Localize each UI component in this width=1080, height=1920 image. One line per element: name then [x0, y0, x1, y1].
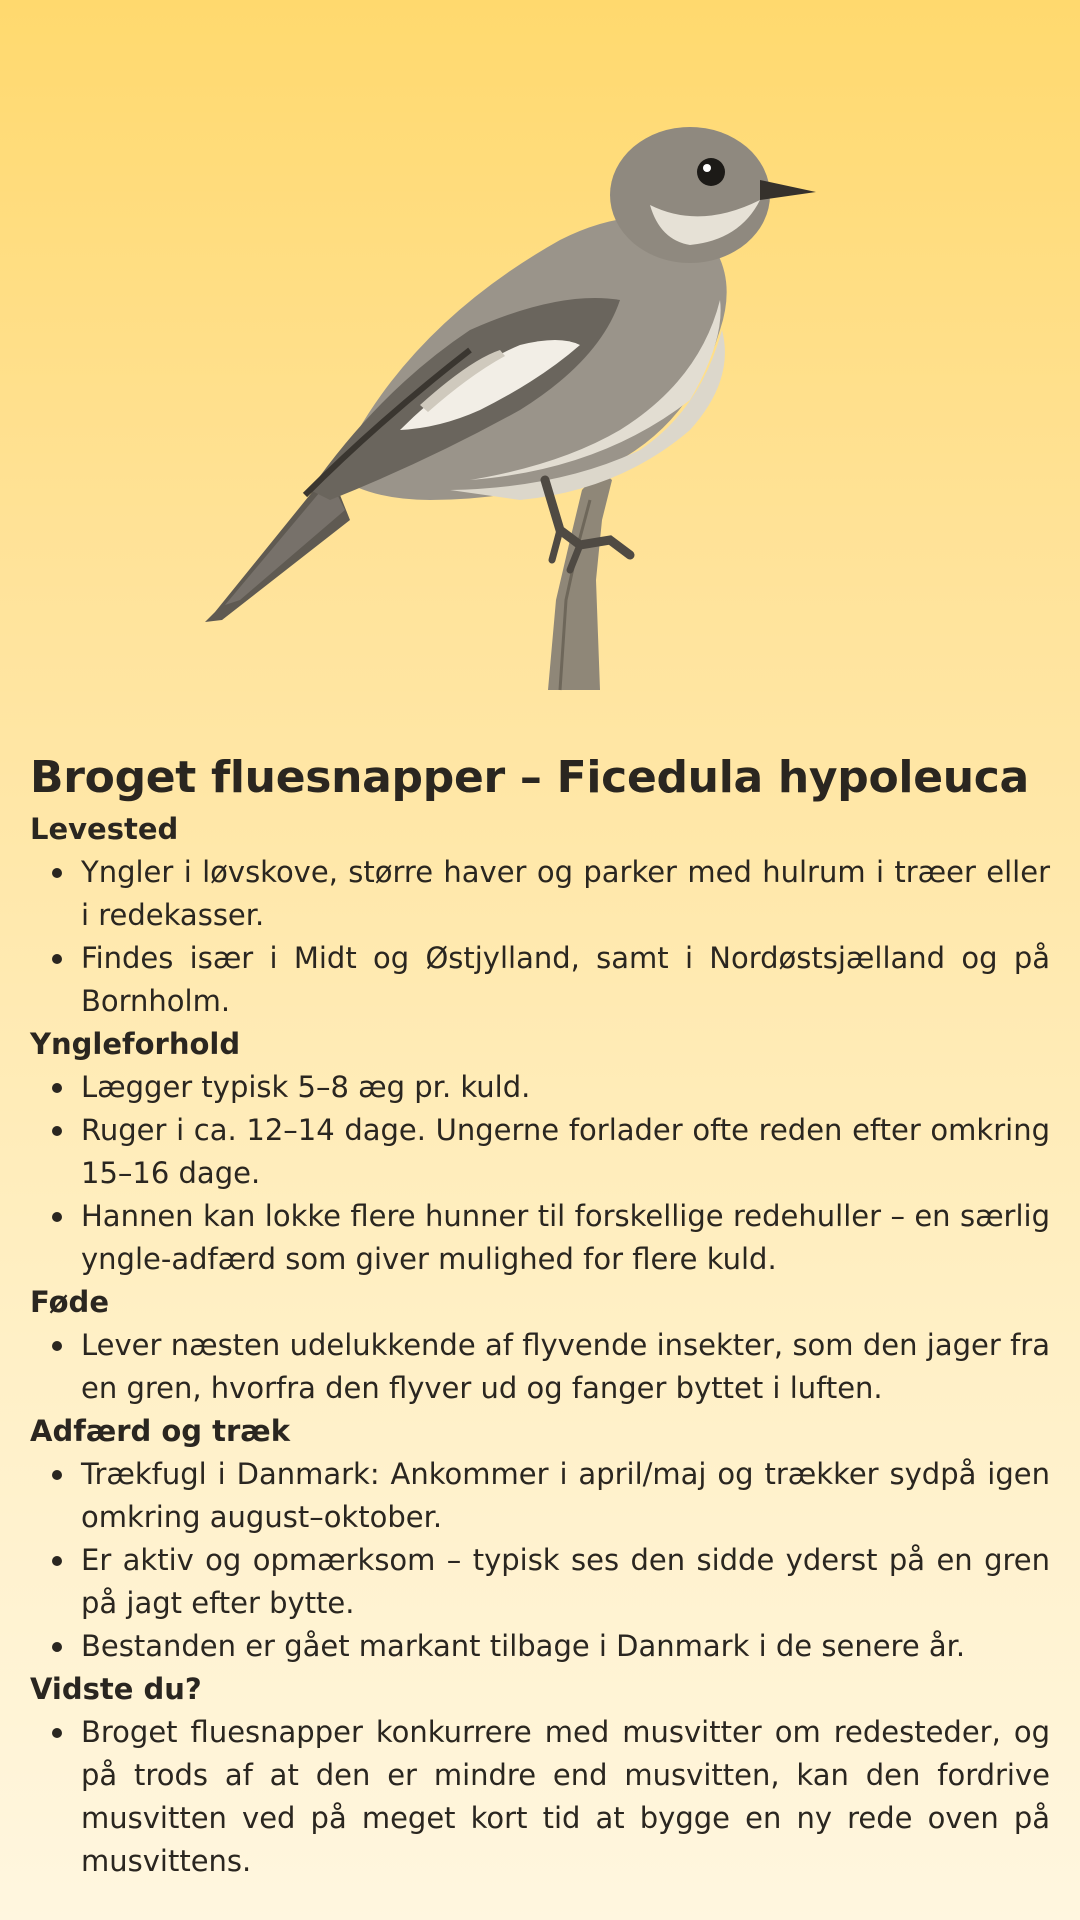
bullet-list	[30, 1324, 1050, 1410]
section-heading: Levested	[30, 812, 179, 846]
list-item: Bestanden er gået markant tilbage i Danmark i de senere år.	[30, 1625, 1050, 1668]
list-item: Broget fluesnapper konkurrere med musvitter om redesteder, og på trods af at den er mindre end musvitten, kan den fordrive musvitten ved på meget kort tid at bygge en ny rede oven på musvittens.	[30, 1711, 1050, 1883]
list-item: Findes især i Midt og Østjylland, samt i Nordøstsjælland og på Bornholm.	[30, 937, 1050, 1023]
list-item: Ruger i ca. 12–14 dage. Ungerne forlader ofte reden efter omkring 15–16 dage.	[30, 1109, 1050, 1195]
bullet-list	[30, 1711, 1050, 1883]
section-heading: Adfærd og træk	[30, 1414, 290, 1448]
article	[30, 748, 1050, 1883]
section-levested	[30, 808, 1050, 1023]
section-heading: Vidste du?	[30, 1672, 202, 1706]
bullet-list	[30, 851, 1050, 1023]
list-item: Hannen kan lokke flere hunner til forskellige redehuller – en særlig yngle-adfærd som giver mulighed for flere kuld.	[30, 1195, 1050, 1281]
list-item: Trækfugl i Danmark: Ankommer i april/maj og trækker sydpå igen omkring august–oktober.	[30, 1453, 1050, 1539]
bullet-list	[30, 1453, 1050, 1668]
section-yngleforhold	[30, 1023, 1050, 1281]
list-item: Lægger typisk 5–8 æg pr. kuld.	[30, 1066, 1050, 1109]
bullet-list	[30, 1066, 1050, 1281]
list-item: Er aktiv og opmærksom – typisk ses den sidde yderst på en gren på jagt efter bytte.	[30, 1539, 1050, 1625]
list-item: Lever næsten udelukkende af flyvende insekter, som den jager fra en gren, hvorfra den flyver ud og fanger byttet i luften.	[30, 1324, 1050, 1410]
section-foede	[30, 1281, 1050, 1410]
hero-image	[0, 0, 1080, 700]
section-vidste-du	[30, 1668, 1050, 1883]
list-item: Yngler i løvskove, større haver og parker med hulrum i træer eller i redekasser.	[30, 851, 1050, 937]
section-adfaerd-og-traek	[30, 1410, 1050, 1668]
section-heading: Føde	[30, 1285, 109, 1319]
section-heading: Yngleforhold	[30, 1027, 241, 1061]
page-title: Broget fluesnapper – Ficedula hypoleuca	[30, 752, 1029, 803]
bird-illustration	[0, 0, 1080, 700]
